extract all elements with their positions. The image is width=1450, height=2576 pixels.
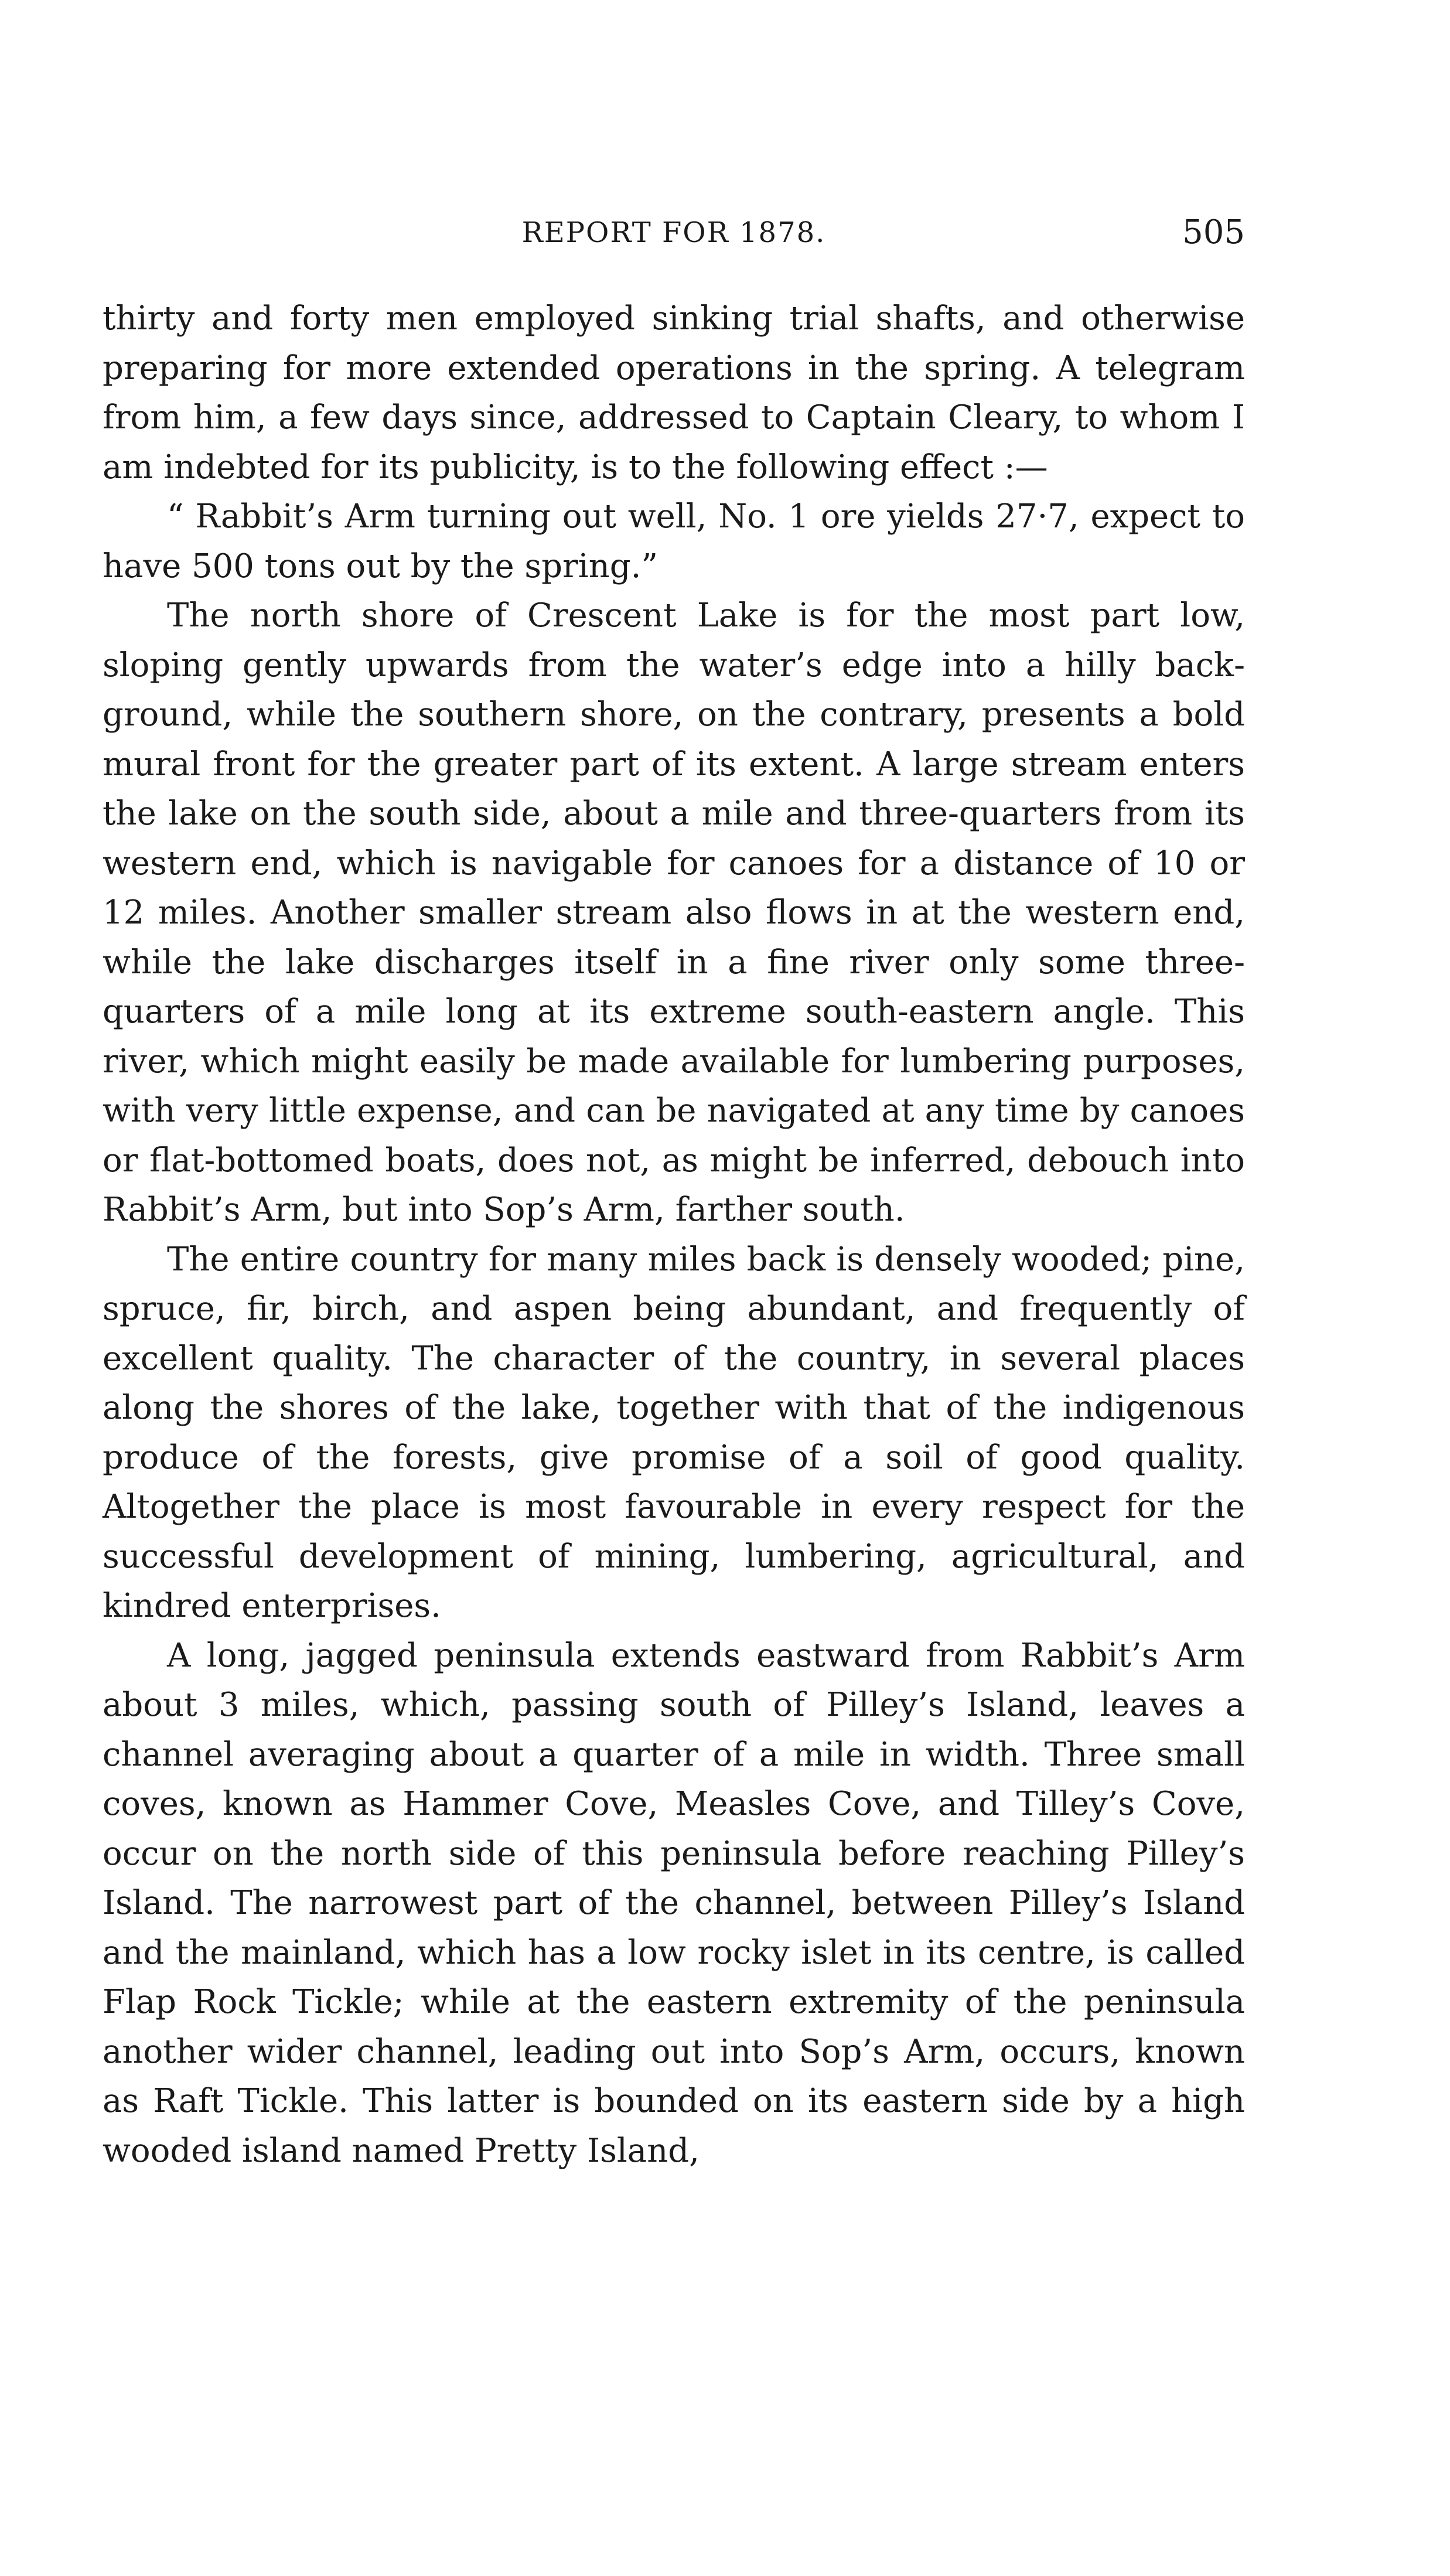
paragraph-continued: thirty and forty men employed sinking trial shafts, and otherwise preparing for more extended operations in the spring. A telegram from him, a few days since, addressed to Captain Cleary, to whom I am indebted for its publicity, is to the following effect :— [103,299,1245,486]
paragraph-crescent-lake: The north shore of Crescent Lake is for the most part low, sloping gently upwards from the water’s edge into a hilly background, while the southern shore, on the contrary, presents a bold mural front for the greater part of its extent. A large stream enters the lake on the south side, about a mile and three-quarters from its western end, which is navigable for canoes for a distance of 10 or 12 miles. Another smaller stream also flows in at the western end, while the lake discharges itself in a fine river only some three-quarters of a mile long at its extreme south-eastern angle. This river, which might easily be made available for lumbering purposes, with very little expense, and can be navigated at any time by canoes or flat-bottomed boats, does not, as might be inferred, debouch into Rabbit’s Arm, but into Sop’s Arm, farther south. [103,597,1245,1229]
paragraph-telegram-quote: “ Rabbit’s Arm turning out well, No. 1 ore yields 27·7, expect to have 500 tons out by the spring.” [103,498,1245,585]
page-number: 505 [1182,213,1245,251]
page-header [103,212,1245,253]
running-title: REPORT FOR 1878. [521,216,826,249]
paragraph-peninsula: A long, jagged peninsula extends eastward from Rabbit’s Arm about 3 miles, which, passing south of Pilley’s Island, leaves a channel averaging about a quarter of a mile in width. Three small coves, known as Hammer Cove, Measles Cove, and Tilley’s Cove, occur on the north side of this peninsula before reaching Pilley’s Island. The narrowest part of the channel, between Pilley’s Island and the mainland, which has a low rocky islet in its centre, is called Flap Rock Tickle; while at the eastern extremity of the peninsula another wider channel, leading out into Sop’s Arm, occurs, known as Raft Tickle. This latter is bounded on its eastern side by a high wooded island named Pretty Island, [103,1636,1245,2170]
paragraph-country: The entire country for many miles back is densely wooded; pine, spruce, fir, birch, and aspen being abundant, and frequently of excellent quality. The character of the country, in several places along the shores of the lake, together with that of the indigenous produce of the forests, give promise of a soil of good quality. Altogether the place is most favourable in every respect for the successful development of mining, lumbering, agricultural, and kindred enterprises. [103,1240,1245,1625]
body-text [103,294,1245,2176]
